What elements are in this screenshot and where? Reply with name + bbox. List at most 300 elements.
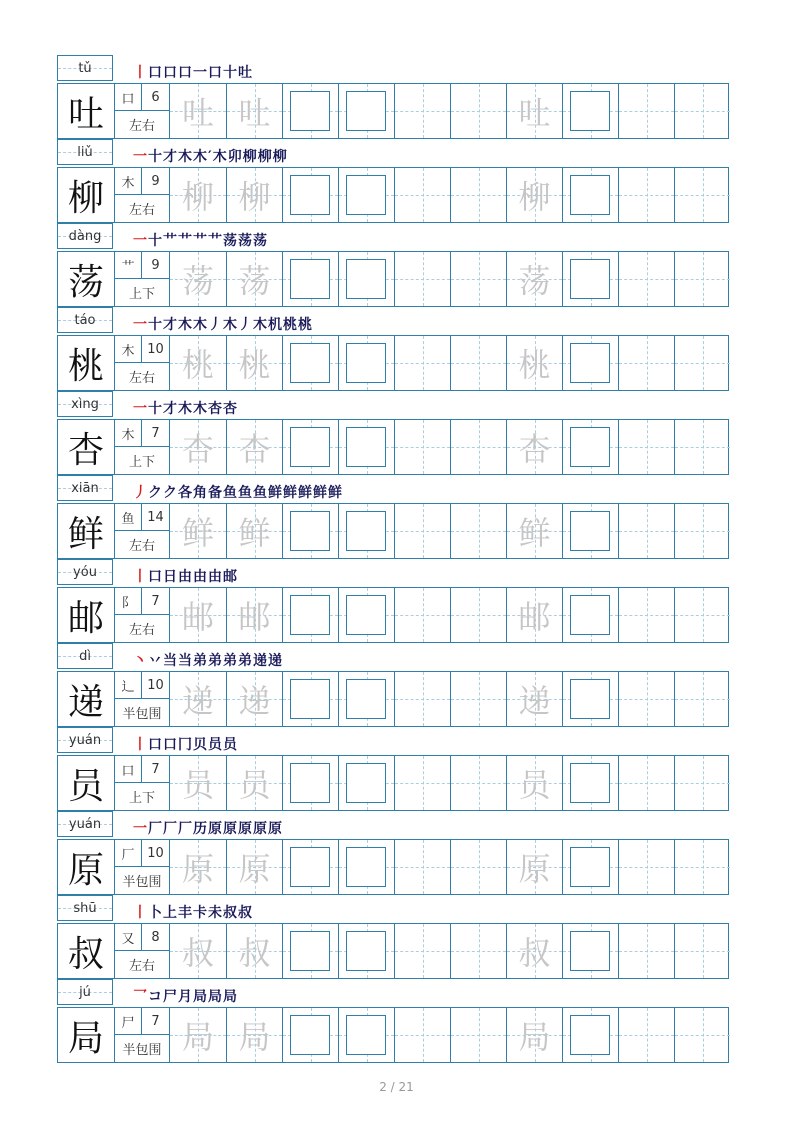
writing-cell[interactable]	[506, 840, 562, 894]
stroke-step: 艹	[163, 233, 178, 249]
writing-cell[interactable]	[338, 84, 394, 138]
writing-cell[interactable]	[450, 924, 506, 978]
character-entry	[57, 223, 729, 307]
writing-cell[interactable]	[674, 504, 730, 558]
writing-cell[interactable]	[282, 756, 338, 810]
character-info	[114, 840, 170, 894]
inner-writing-box[interactable]	[290, 763, 330, 803]
writing-cell[interactable]	[394, 504, 450, 558]
trace-character: 荡	[238, 262, 271, 300]
writing-cell[interactable]	[450, 84, 506, 138]
stroke-step: 由	[178, 569, 193, 585]
radical-label: 木	[115, 168, 142, 195]
inner-writing-box[interactable]	[570, 427, 610, 467]
stroke-step: 丨	[133, 65, 148, 81]
writing-cell[interactable]	[226, 588, 282, 642]
writing-cell[interactable]	[170, 252, 226, 306]
writing-cell[interactable]	[562, 504, 618, 558]
stroke-step: 局	[193, 989, 208, 1005]
writing-cell[interactable]	[618, 672, 674, 726]
stroke-step: 乛	[133, 989, 148, 1005]
character-info	[114, 336, 170, 390]
stroke-order-sequence	[133, 986, 238, 1006]
writing-cell[interactable]	[450, 1008, 506, 1062]
trace-character: 桃	[181, 346, 214, 384]
writing-cell[interactable]	[226, 336, 282, 390]
trace-character: 桃	[518, 346, 551, 384]
inner-writing-box[interactable]	[570, 595, 610, 635]
writing-cell[interactable]	[618, 84, 674, 138]
writing-cell[interactable]	[674, 84, 730, 138]
stroke-step: 一	[133, 317, 148, 333]
stroke-order-sequence	[133, 650, 283, 670]
structure-label: 左右	[128, 203, 155, 218]
inner-writing-box[interactable]	[290, 511, 330, 551]
stroke-count: 7	[142, 1008, 169, 1035]
writing-cell[interactable]	[170, 420, 226, 474]
inner-writing-box[interactable]	[346, 259, 386, 299]
inner-writing-box[interactable]	[570, 91, 610, 131]
writing-cell[interactable]	[506, 84, 562, 138]
stroke-step: 一	[133, 149, 148, 165]
writing-cell[interactable]	[394, 840, 450, 894]
pinyin-text: yuán	[68, 816, 102, 832]
practice-grid-row	[57, 83, 729, 139]
writing-cell[interactable]	[282, 1008, 338, 1062]
trace-character: 员	[238, 766, 271, 804]
stroke-step: 丨	[133, 737, 148, 753]
writing-cell[interactable]	[170, 336, 226, 390]
trace-character: 鲜	[238, 514, 271, 552]
practice-grid-row	[57, 839, 729, 895]
character-entry	[57, 643, 729, 727]
inner-writing-box[interactable]	[290, 931, 330, 971]
stroke-step: 才	[163, 401, 178, 417]
writing-cell[interactable]	[170, 840, 226, 894]
writing-cell[interactable]	[562, 924, 618, 978]
writing-cell[interactable]	[394, 1008, 450, 1062]
writing-cell[interactable]	[170, 168, 226, 222]
stroke-step: 杏	[208, 401, 223, 417]
writing-cell[interactable]	[450, 588, 506, 642]
inner-writing-box[interactable]	[290, 847, 330, 887]
character-info	[114, 924, 170, 978]
writing-cell[interactable]	[170, 1008, 226, 1062]
writing-cell[interactable]	[674, 588, 730, 642]
practice-grid-row	[57, 503, 729, 559]
writing-cell[interactable]	[506, 924, 562, 978]
writing-cell[interactable]	[394, 168, 450, 222]
writing-cell[interactable]	[394, 756, 450, 810]
writing-cell[interactable]	[618, 588, 674, 642]
radical-label: 艹	[115, 252, 142, 279]
trace-character: 柳	[518, 178, 551, 216]
stroke-step: 木	[193, 401, 208, 417]
writing-cell[interactable]	[562, 168, 618, 222]
writing-cell[interactable]	[674, 336, 730, 390]
trace-character: 杏	[518, 430, 551, 468]
stroke-step: 口	[148, 569, 163, 585]
writing-cell[interactable]	[282, 588, 338, 642]
writing-cell[interactable]	[226, 1008, 282, 1062]
writing-cell[interactable]	[338, 504, 394, 558]
writing-cell[interactable]	[394, 588, 450, 642]
pinyin-box	[57, 559, 113, 585]
stroke-step: 口	[163, 65, 178, 81]
writing-cell[interactable]	[338, 420, 394, 474]
character-entry	[57, 895, 729, 979]
writing-cell[interactable]	[394, 672, 450, 726]
character-entry	[57, 307, 729, 391]
writing-cell[interactable]	[394, 420, 450, 474]
writing-cell[interactable]	[338, 336, 394, 390]
practice-grid-row	[57, 587, 729, 643]
practice-grid-row	[57, 335, 729, 391]
writing-cell[interactable]	[618, 840, 674, 894]
writing-cell[interactable]	[282, 84, 338, 138]
stroke-step: 鱼	[223, 485, 238, 501]
inner-writing-box[interactable]	[346, 763, 386, 803]
writing-cell[interactable]	[618, 756, 674, 810]
writing-cell[interactable]	[170, 588, 226, 642]
radical-label: 口	[115, 756, 142, 783]
model-character: 鲜	[67, 513, 104, 555]
inner-writing-box[interactable]	[346, 931, 386, 971]
writing-cell[interactable]	[674, 252, 730, 306]
inner-writing-box[interactable]	[346, 679, 386, 719]
character-info	[114, 756, 170, 810]
trace-character: 叔	[518, 934, 551, 972]
writing-cell[interactable]	[226, 756, 282, 810]
structure-label: 左右	[128, 539, 155, 554]
writing-cell[interactable]	[506, 588, 562, 642]
inner-writing-box[interactable]	[570, 511, 610, 551]
practice-grid-row	[57, 251, 729, 307]
model-character: 杏	[67, 429, 104, 471]
writing-cell[interactable]	[618, 924, 674, 978]
writing-cell[interactable]	[226, 420, 282, 474]
trace-character: 邮	[238, 598, 271, 636]
trace-character: 原	[181, 850, 214, 888]
stroke-step: 木	[253, 317, 268, 333]
trace-character: 桃	[238, 346, 271, 384]
writing-cell[interactable]	[394, 84, 450, 138]
inner-writing-box[interactable]	[346, 595, 386, 635]
inner-writing-box[interactable]	[570, 679, 610, 719]
stroke-step: 局	[208, 989, 223, 1005]
writing-cell[interactable]	[338, 756, 394, 810]
writing-cell[interactable]	[506, 336, 562, 390]
stroke-step: 厂	[178, 821, 193, 837]
stroke-step: 角	[193, 485, 208, 501]
writing-cell[interactable]	[562, 672, 618, 726]
stroke-step: 丶	[133, 653, 148, 669]
writing-cell[interactable]	[450, 336, 506, 390]
inner-writing-box[interactable]	[346, 511, 386, 551]
inner-writing-box[interactable]	[346, 847, 386, 887]
stroke-step: 递	[268, 653, 283, 669]
model-character: 局	[67, 1017, 104, 1059]
writing-cell[interactable]	[338, 840, 394, 894]
stroke-step: 卡	[193, 905, 208, 921]
writing-cell[interactable]	[674, 840, 730, 894]
stroke-order-sequence	[133, 482, 343, 502]
writing-cell[interactable]	[618, 168, 674, 222]
writing-cell[interactable]	[394, 336, 450, 390]
stroke-step: 木′	[193, 149, 213, 165]
trace-character: 员	[181, 766, 214, 804]
practice-grid-row	[57, 923, 729, 979]
writing-cell[interactable]	[562, 252, 618, 306]
trace-character: 吐	[238, 94, 271, 132]
stroke-step: 荡	[253, 233, 268, 249]
writing-cell[interactable]	[450, 672, 506, 726]
stroke-step: 荡	[223, 233, 238, 249]
stroke-step: 一	[133, 821, 148, 837]
structure-label: 左右	[128, 371, 155, 386]
stroke-count: 9	[142, 252, 169, 279]
writing-cell[interactable]	[394, 924, 450, 978]
writing-cell[interactable]	[338, 168, 394, 222]
inner-writing-box[interactable]	[346, 91, 386, 131]
writing-cell[interactable]	[282, 252, 338, 306]
character-info	[114, 1008, 170, 1062]
writing-cell[interactable]	[338, 588, 394, 642]
writing-cell[interactable]	[282, 504, 338, 558]
writing-cell[interactable]	[506, 252, 562, 306]
writing-cell[interactable]	[562, 840, 618, 894]
stroke-step: 木	[178, 401, 193, 417]
inner-writing-box[interactable]	[570, 931, 610, 971]
stroke-step: 柳	[257, 149, 273, 165]
structure-label: 半包围	[122, 707, 162, 722]
character-info	[114, 672, 170, 726]
writing-cell[interactable]	[282, 672, 338, 726]
writing-cell[interactable]	[282, 924, 338, 978]
stroke-step: 原	[208, 821, 223, 837]
stroke-step: 叔	[223, 905, 238, 921]
pinyin-box	[57, 475, 113, 501]
writing-cell[interactable]	[562, 84, 618, 138]
stroke-count: 6	[142, 84, 169, 111]
stroke-step: 才	[163, 149, 178, 165]
character-entry	[57, 391, 729, 475]
character-info	[114, 504, 170, 558]
inner-writing-box[interactable]	[290, 427, 330, 467]
stroke-step: 原	[223, 821, 238, 837]
inner-writing-box[interactable]	[570, 847, 610, 887]
writing-cell[interactable]	[562, 588, 618, 642]
pinyin-box	[57, 223, 113, 249]
writing-cell[interactable]	[338, 672, 394, 726]
inner-writing-box[interactable]	[290, 175, 330, 215]
writing-cell[interactable]	[338, 1008, 394, 1062]
writing-cell[interactable]	[618, 504, 674, 558]
writing-cell[interactable]	[506, 504, 562, 558]
writing-cell[interactable]	[282, 420, 338, 474]
inner-writing-box[interactable]	[290, 91, 330, 131]
stroke-count: 10	[142, 840, 169, 867]
inner-writing-box[interactable]	[346, 427, 386, 467]
stroke-count: 14	[142, 504, 169, 531]
stroke-order-sequence	[133, 734, 238, 754]
writing-cell[interactable]	[226, 252, 282, 306]
writing-cell[interactable]	[170, 672, 226, 726]
writing-cell[interactable]	[506, 168, 562, 222]
stroke-step: 艹	[208, 233, 223, 249]
inner-writing-box[interactable]	[290, 259, 330, 299]
stroke-step: 十	[148, 149, 163, 165]
trace-character: 叔	[238, 934, 271, 972]
stroke-step: 叔	[238, 905, 253, 921]
trace-character: 员	[518, 766, 551, 804]
writing-cell[interactable]	[226, 84, 282, 138]
writing-cell[interactable]	[562, 1008, 618, 1062]
stroke-step: 才	[163, 317, 178, 333]
inner-writing-box[interactable]	[290, 679, 330, 719]
writing-cell[interactable]	[226, 504, 282, 558]
inner-writing-box[interactable]	[346, 175, 386, 215]
trace-character: 杏	[181, 430, 214, 468]
writing-cell[interactable]	[562, 336, 618, 390]
pinyin-box	[57, 307, 113, 333]
writing-cell[interactable]	[282, 168, 338, 222]
writing-cell[interactable]	[170, 504, 226, 558]
stroke-step: 木	[178, 149, 193, 165]
stroke-step: 一	[133, 233, 148, 249]
writing-cell[interactable]	[618, 336, 674, 390]
pinyin-text: dàng	[68, 228, 102, 244]
inner-writing-box[interactable]	[570, 1015, 610, 1055]
inner-writing-box[interactable]	[346, 343, 386, 383]
model-character: 吐	[67, 93, 104, 135]
trace-character: 荡	[518, 262, 551, 300]
writing-cell[interactable]	[506, 756, 562, 810]
stroke-step: 十	[148, 401, 163, 417]
stroke-step: 历	[193, 821, 208, 837]
stroke-step: 弟	[223, 653, 238, 669]
character-entry	[57, 979, 729, 1063]
stroke-step: 由	[193, 569, 208, 585]
pinyin-text: tǔ	[78, 60, 92, 76]
pinyin-box	[57, 811, 113, 837]
writing-cell[interactable]	[450, 252, 506, 306]
stroke-step: 鲜	[283, 485, 298, 501]
stroke-count: 9	[142, 168, 169, 195]
stroke-step: 邮	[223, 569, 238, 585]
writing-cell[interactable]	[506, 672, 562, 726]
stroke-step: 丷	[148, 653, 163, 669]
inner-writing-box[interactable]	[570, 259, 610, 299]
writing-cell[interactable]	[674, 168, 730, 222]
writing-cell[interactable]	[170, 756, 226, 810]
stroke-step: 局	[223, 989, 238, 1005]
stroke-step: 弟	[238, 653, 253, 669]
stroke-step: 口	[148, 737, 163, 753]
writing-cell[interactable]	[226, 924, 282, 978]
pinyin-text: yuán	[68, 732, 102, 748]
writing-cell[interactable]	[170, 924, 226, 978]
trace-character: 邮	[518, 598, 551, 636]
trace-character: 邮	[181, 598, 214, 636]
character-entry	[57, 139, 729, 223]
model-character: 员	[67, 765, 104, 807]
stroke-step: 递	[253, 653, 268, 669]
writing-cell[interactable]	[618, 420, 674, 474]
stroke-step: 口	[163, 737, 178, 753]
inner-writing-box[interactable]	[290, 595, 330, 635]
writing-cell[interactable]	[674, 756, 730, 810]
writing-cell[interactable]	[618, 252, 674, 306]
writing-cell[interactable]	[282, 336, 338, 390]
character-entry	[57, 727, 729, 811]
writing-cell[interactable]	[506, 1008, 562, 1062]
character-info	[114, 588, 170, 642]
pinyin-text: liǔ	[77, 144, 93, 160]
inner-writing-box[interactable]	[290, 1015, 330, 1055]
stroke-step: 机	[268, 317, 283, 333]
writing-cell[interactable]	[674, 1008, 730, 1062]
stroke-order-sequence	[133, 62, 253, 82]
writing-cell[interactable]	[170, 84, 226, 138]
writing-cell[interactable]	[674, 924, 730, 978]
writing-cell[interactable]	[562, 756, 618, 810]
pinyin-text: shū	[73, 900, 97, 916]
writing-cell[interactable]	[282, 840, 338, 894]
writing-cell[interactable]	[450, 420, 506, 474]
stroke-step: 荡	[238, 233, 253, 249]
inner-writing-box[interactable]	[290, 343, 330, 383]
practice-grid-row	[57, 1007, 729, 1063]
stroke-step: 鱼	[253, 485, 268, 501]
writing-cell[interactable]	[226, 672, 282, 726]
writing-cell[interactable]	[674, 672, 730, 726]
inner-writing-box[interactable]	[570, 763, 610, 803]
radical-label: 阝	[115, 588, 142, 615]
pinyin-text: yóu	[73, 564, 97, 580]
character-info	[114, 252, 170, 306]
writing-cell[interactable]	[338, 252, 394, 306]
writing-cell[interactable]	[618, 1008, 674, 1062]
writing-cell[interactable]	[226, 168, 282, 222]
stroke-order-sequence	[133, 566, 238, 586]
character-info	[114, 420, 170, 474]
writing-cell[interactable]	[450, 504, 506, 558]
inner-writing-box[interactable]	[570, 175, 610, 215]
pinyin-box	[57, 643, 113, 669]
writing-cell[interactable]	[394, 252, 450, 306]
writing-cell[interactable]	[226, 840, 282, 894]
writing-cell[interactable]	[450, 168, 506, 222]
writing-cell[interactable]	[338, 924, 394, 978]
writing-cell[interactable]	[450, 756, 506, 810]
inner-writing-box[interactable]	[570, 343, 610, 383]
model-character: 邮	[67, 597, 104, 639]
writing-cell[interactable]	[674, 420, 730, 474]
writing-cell[interactable]	[506, 420, 562, 474]
stroke-step: 贝	[193, 737, 208, 753]
model-character: 荡	[67, 261, 104, 303]
trace-character: 鲜	[181, 514, 214, 552]
stroke-step: 口	[148, 65, 163, 81]
trace-character: 吐	[518, 94, 551, 132]
writing-cell[interactable]	[562, 420, 618, 474]
inner-writing-box[interactable]	[346, 1015, 386, 1055]
trace-character: 递	[518, 682, 551, 720]
writing-cell[interactable]	[450, 840, 506, 894]
structure-label: 左右	[128, 623, 155, 638]
stroke-step: 月	[178, 989, 193, 1005]
